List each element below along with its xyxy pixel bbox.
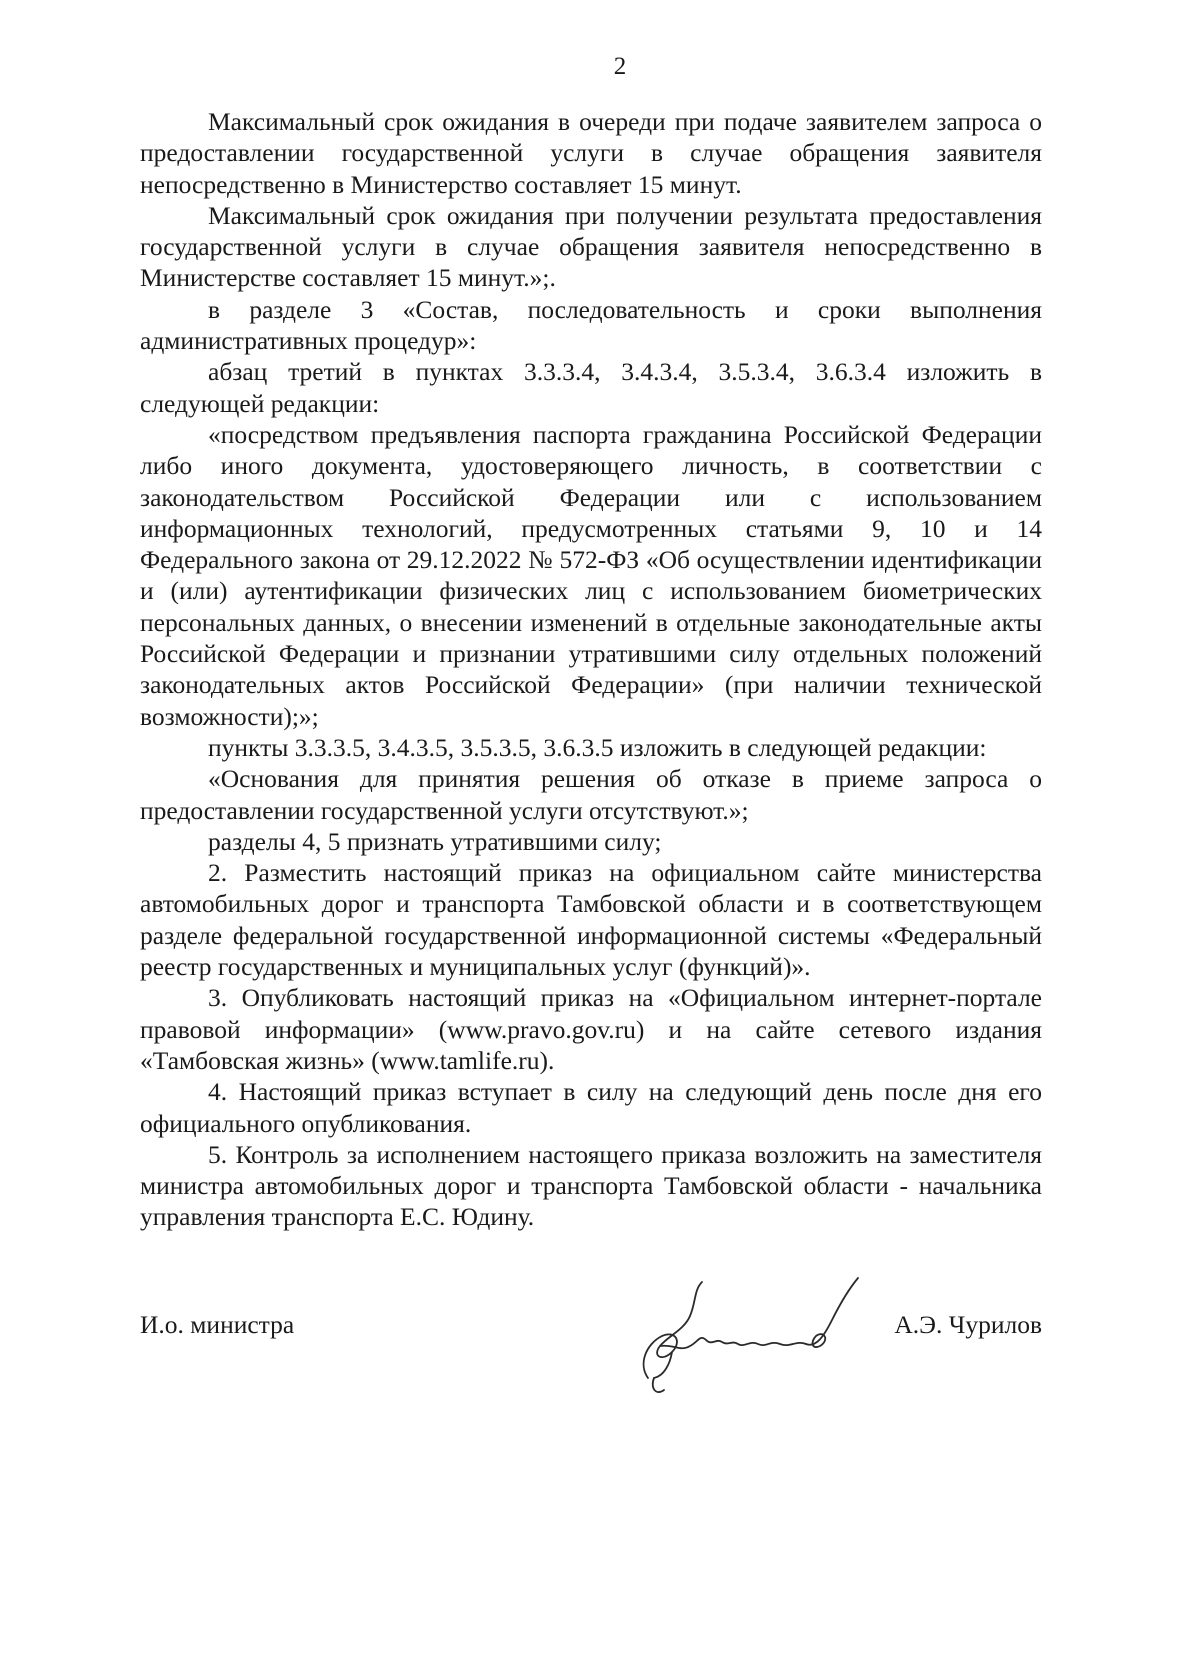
paragraph: 2. Разместить настоящий приказ на официальном сайте министерства автомобильных дорог и транспорта Тамбовской области и в соответствующем разделе федеральной государственной информационной системы «Федеральный реестр государственных и муниципальных услуг (функций)». xyxy=(140,858,1042,982)
paragraph: «Основания для принятия решения об отказе в приеме запроса о предоставлении государственной услуги отсутствуют.»; xyxy=(140,764,1042,825)
paragraph: абзац третий в пунктах 3.3.3.4, 3.4.3.4, 3.5.3.4, 3.6.3.4 изложить в следующей редакции: xyxy=(140,357,1042,418)
signatory-name: А.Э. Чурилов xyxy=(894,1310,1042,1339)
page-number: 2 xyxy=(613,53,627,80)
paragraph: Максимальный срок ожидания в очереди при подаче заявителем запроса о предоставлении государственной услуги в случае обращения заявителя непосредственно в Министерство составляет 15 минут. xyxy=(140,107,1042,199)
document-body xyxy=(140,106,1042,1233)
paragraph: «посредством предъявления паспорта гражданина Российской Федерации либо иного документа, удостоверяющего личность, в соответствии с законодательством Российской Федерации или с использованием информационных технологий, предусмотренных статьями 9, 10 и 14 Федерального закона от 29.12.2022 № 572-ФЗ «Об осуществлении идентификации и (или) аутентификации физических лиц с использованием биометрических персональных данных, о внесении изменений в отдельные законодательные акты Российской Федерации и признании утратившими силу отдельных положений законодательных актов Российской Федерации» (при наличии технической возможности);»; xyxy=(140,419,1042,731)
paragraph: 4. Настоящий приказ вступает в силу на следующий день после дня его официального опубликования. xyxy=(140,1077,1042,1138)
signatory-position: И.о. министра xyxy=(140,1310,295,1339)
paragraph: Максимальный срок ожидания при получении результата предоставления государственной услуги в случае обращения заявителя непосредственно в Министерстве составляет 15 минут.»;. xyxy=(140,200,1042,293)
paragraph: в разделе 3 «Состав, последовательность и сроки выполнения административных процедур»: xyxy=(140,294,1042,356)
paragraph: разделы 4, 5 признать утратившими силу; xyxy=(208,826,662,856)
handwritten-signature xyxy=(620,1260,880,1400)
paragraph: 5. Контроль за исполнением настоящего приказа возложить на заместителя министра автомобильных дорог и транспорта Тамбовской области - начальника управления транспорта Е.С. Юдину. xyxy=(140,1139,1042,1232)
signature-block xyxy=(140,1290,1042,1380)
paragraph: 3. Опубликовать настоящий приказ на «Официальном интернет-портале правовой информации» (www.pravo.gov.ru) и на сайте сетевого издания «Тамбовская жизнь» (www.tamlife.ru). xyxy=(140,983,1042,1075)
paragraph: пункты 3.3.3.5, 3.4.3.5, 3.5.3.5, 3.6.3.5 изложить в следующей редакции: xyxy=(208,732,987,762)
